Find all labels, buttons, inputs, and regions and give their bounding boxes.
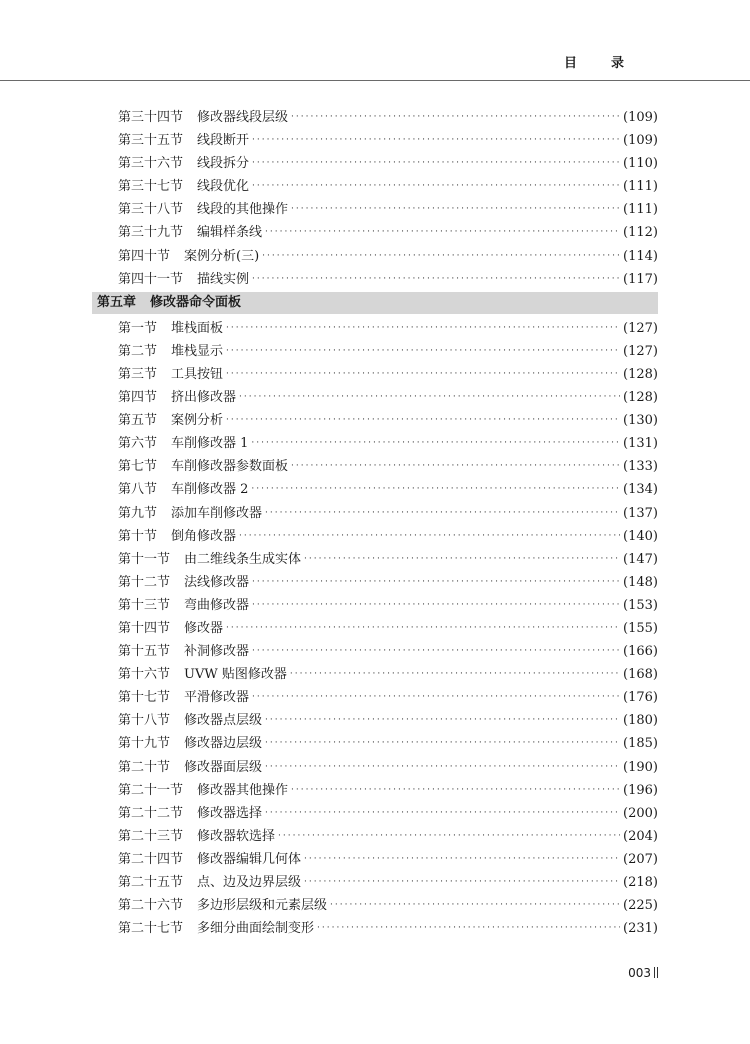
toc-page-number: (140) xyxy=(623,528,658,544)
toc-page-number: (127) xyxy=(623,320,658,336)
toc-dot-leader xyxy=(278,825,620,848)
toc-section-number: 第十五节 xyxy=(118,644,171,660)
toc-dot-leader xyxy=(252,268,620,291)
toc-dot-leader xyxy=(304,548,620,571)
toc-section-number: 第二十节 xyxy=(118,759,171,775)
toc-section-number: 第十六节 xyxy=(118,667,171,683)
toc-page-number: (225) xyxy=(623,898,658,914)
chapter-title: 修改器命令面板 xyxy=(150,294,242,310)
toc-page-number: (155) xyxy=(623,620,658,636)
toc-section-number: 第二十三节 xyxy=(118,828,184,844)
toc-entry-title: 修改器 xyxy=(184,620,224,636)
toc-entries-after xyxy=(0,317,750,941)
toc-entry-title: 修改器线段层级 xyxy=(197,110,289,125)
toc-page-number: (133) xyxy=(623,459,658,475)
toc-entry[interactable] xyxy=(0,848,750,871)
toc-entry-title: 由二维线条生成实体 xyxy=(184,551,302,567)
toc-page-number: (166) xyxy=(623,644,658,660)
toc-entry-title: 案例分析 xyxy=(171,413,224,429)
toc-section-number: 第四节 xyxy=(118,390,158,406)
toc-section-number: 第三十九节 xyxy=(118,225,184,241)
toc-section-number: 第三十八节 xyxy=(118,202,184,218)
toc-dot-leader xyxy=(226,363,620,386)
toc-dot-leader xyxy=(252,594,620,617)
toc-page-number: (134) xyxy=(623,482,658,498)
toc-section-number: 第三十六节 xyxy=(118,156,184,172)
toc-entry[interactable] xyxy=(0,502,750,525)
toc-page-number: (110) xyxy=(623,156,658,172)
toc-entry[interactable] xyxy=(0,594,750,617)
toc-entry[interactable] xyxy=(0,340,750,363)
toc-entry-title: 修改器编辑几何体 xyxy=(197,851,302,867)
toc-entry[interactable] xyxy=(0,802,750,825)
toc-entry[interactable] xyxy=(0,129,750,152)
toc-entry[interactable] xyxy=(0,175,750,198)
toc-entry[interactable] xyxy=(0,894,750,917)
toc-entry-title: 线段优化 xyxy=(197,179,250,195)
toc-dot-leader xyxy=(252,640,620,663)
toc-page-number: (153) xyxy=(623,597,658,613)
toc-entry-title: 挤出修改器 xyxy=(171,390,237,406)
toc-page-number: (109) xyxy=(623,133,658,149)
toc-dot-leader xyxy=(226,409,620,432)
toc-entry-title: 修改器面层级 xyxy=(184,759,263,775)
toc-entry-title: 线段的其他操作 xyxy=(197,202,289,218)
toc-page-number: (168) xyxy=(623,667,658,683)
toc-section-number: 第二十二节 xyxy=(118,805,184,821)
toc-page-number: (131) xyxy=(623,436,658,452)
toc-dot-leader xyxy=(265,221,620,244)
toc-dot-leader xyxy=(226,617,620,640)
toc-dot-leader xyxy=(330,894,620,917)
toc-page-number: (130) xyxy=(623,413,658,429)
toc-entry[interactable] xyxy=(0,478,750,501)
toc-page-number: (196) xyxy=(623,782,658,798)
toc-dot-leader xyxy=(291,106,620,129)
toc-dot-leader xyxy=(265,709,620,732)
toc-page-number: (111) xyxy=(623,202,658,218)
toc-entry[interactable] xyxy=(0,363,750,386)
toc-entry-title: 法线修改器 xyxy=(184,574,250,590)
toc-dot-leader xyxy=(251,432,620,455)
toc-section-number: 第五节 xyxy=(118,413,158,429)
toc-entry-title: UVW 贴图修改器 xyxy=(184,667,287,683)
toc-entries-before xyxy=(0,106,750,291)
toc-entry[interactable] xyxy=(0,617,750,640)
toc-dot-leader xyxy=(239,386,620,409)
toc-entry[interactable] xyxy=(0,198,750,221)
toc-entry-title: 倒角修改器 xyxy=(171,528,237,544)
toc-dot-leader xyxy=(265,802,620,825)
toc-entry[interactable] xyxy=(0,686,750,709)
toc-dot-leader xyxy=(290,663,620,686)
toc-entry-title: 弯曲修改器 xyxy=(184,597,250,613)
toc-entry-title: 修改器点层级 xyxy=(184,713,263,729)
toc-entry-title: 多边形层级和元素层级 xyxy=(197,898,328,914)
toc-dot-leader xyxy=(265,732,620,755)
toc-section-number: 第十七节 xyxy=(118,690,171,706)
toc-section-number: 第三节 xyxy=(118,366,158,382)
toc-dot-leader xyxy=(304,848,620,871)
toc-entry[interactable] xyxy=(0,386,750,409)
toc-page-number: (148) xyxy=(623,574,658,590)
toc-page-number: (180) xyxy=(623,713,658,729)
toc-entry[interactable] xyxy=(0,640,750,663)
toc-dot-leader xyxy=(239,525,620,548)
toc-entry[interactable] xyxy=(0,106,750,129)
toc-dot-leader xyxy=(252,152,620,175)
toc-entry-title: 修改器其他操作 xyxy=(197,782,289,798)
toc-section-number: 第二十七节 xyxy=(118,921,184,937)
toc-section-number: 第二十一节 xyxy=(118,782,184,798)
toc-page-number: (231) xyxy=(623,921,658,937)
toc-section-number: 第四十节 xyxy=(118,248,171,264)
toc-entry[interactable] xyxy=(0,317,750,340)
toc-dot-leader xyxy=(252,175,620,198)
toc-entry[interactable] xyxy=(0,917,750,940)
toc-dot-leader xyxy=(291,455,620,478)
toc-entry[interactable] xyxy=(0,663,750,686)
toc-page-number: (114) xyxy=(623,248,658,264)
toc-entry[interactable] xyxy=(0,825,750,848)
toc-section-number: 第十九节 xyxy=(118,736,171,752)
toc-entry-title: 多细分曲面绘制变形 xyxy=(197,921,315,937)
toc-entry-title: 线段断开 xyxy=(197,133,250,149)
page-marker-icon xyxy=(654,967,658,978)
toc-section-number: 第十四节 xyxy=(118,620,171,636)
toc-section-number: 第十一节 xyxy=(118,551,171,567)
toc-entry-title: 平滑修改器 xyxy=(184,690,250,706)
toc-section-number: 第六节 xyxy=(118,436,158,452)
toc-page-number: (117) xyxy=(623,271,658,287)
toc-section-number: 第二节 xyxy=(118,343,158,359)
toc-dot-leader xyxy=(291,198,620,221)
toc-entry-title: 编辑样条线 xyxy=(197,225,263,241)
toc-section-number: 第一节 xyxy=(118,320,158,336)
toc-entry-title: 修改器软选择 xyxy=(197,828,276,844)
toc-page-number: (190) xyxy=(623,759,658,775)
toc-dot-leader xyxy=(265,502,620,525)
toc-entry[interactable] xyxy=(0,756,750,779)
toc-entry[interactable] xyxy=(0,525,750,548)
toc-dot-leader xyxy=(317,917,620,940)
header-title: 目录 xyxy=(563,56,658,71)
toc-page-number: (128) xyxy=(623,390,658,406)
toc-entry[interactable] xyxy=(0,548,750,571)
toc-entry-title: 线段拆分 xyxy=(197,156,250,172)
toc-dot-leader xyxy=(262,245,620,268)
toc-entry[interactable] xyxy=(0,779,750,802)
toc-section-number: 第十八节 xyxy=(118,713,171,729)
toc-entry[interactable] xyxy=(0,455,750,478)
toc-dot-leader xyxy=(252,686,620,709)
toc-entry[interactable] xyxy=(0,871,750,894)
toc-entry-title: 案例分析(三) xyxy=(184,248,260,264)
toc-section-number: 第七节 xyxy=(118,459,158,475)
toc-section-number: 第十二节 xyxy=(118,574,171,590)
toc-dot-leader xyxy=(252,129,620,152)
toc-entry-title: 添加车削修改器 xyxy=(171,505,263,521)
toc-page-number: (185) xyxy=(623,736,658,752)
toc-entry[interactable] xyxy=(0,409,750,432)
toc-page-number: (207) xyxy=(623,851,658,867)
toc-page-number: (204) xyxy=(623,828,658,844)
toc-section-number: 第二十六节 xyxy=(118,898,184,914)
toc-entry[interactable] xyxy=(0,245,750,268)
toc-entry[interactable] xyxy=(0,221,750,244)
toc-entry[interactable] xyxy=(0,268,750,291)
toc-entry-title: 修改器边层级 xyxy=(184,736,263,752)
toc-entry[interactable] xyxy=(0,571,750,594)
toc-dot-leader xyxy=(226,317,620,340)
toc-entry-title: 修改器选择 xyxy=(197,805,263,821)
toc-entry-title: 点、边及边界层级 xyxy=(197,875,302,890)
page-number-text: 003 xyxy=(628,966,651,980)
toc-page-number: (176) xyxy=(623,690,658,706)
toc-dot-leader xyxy=(226,340,620,363)
chapter-heading xyxy=(92,292,658,314)
toc-entry-title: 堆栈显示 xyxy=(171,343,224,359)
toc-entry[interactable] xyxy=(0,152,750,175)
toc-section-number: 第八节 xyxy=(118,482,158,498)
page-header xyxy=(0,0,750,81)
toc-entry[interactable] xyxy=(0,732,750,755)
toc-dot-leader xyxy=(304,871,620,894)
toc-dot-leader xyxy=(291,779,620,802)
toc-section-number: 第九节 xyxy=(118,505,158,521)
toc-section-number: 第十三节 xyxy=(118,597,171,613)
toc-entry-title: 补洞修改器 xyxy=(184,644,250,660)
page-number xyxy=(628,966,658,980)
toc-page-number: (109) xyxy=(623,110,658,125)
toc-entry-title: 描线实例 xyxy=(197,271,250,287)
toc-section-number: 第二十五节 xyxy=(118,875,184,890)
toc-entry-title: 车削修改器 2 xyxy=(171,482,249,498)
toc-page-number: (128) xyxy=(623,366,658,382)
toc-entry-title: 堆栈面板 xyxy=(171,320,224,336)
toc-dot-leader xyxy=(251,478,620,501)
toc-section-number: 第二十四节 xyxy=(118,851,184,867)
toc-page-number: (200) xyxy=(623,805,658,821)
toc-page-number: (127) xyxy=(623,343,658,359)
toc-dot-leader xyxy=(265,756,620,779)
toc-page-number: (218) xyxy=(623,875,658,890)
toc-section-number: 第三十五节 xyxy=(118,133,184,149)
toc-entry-title: 车削修改器参数面板 xyxy=(171,459,289,475)
toc-page-number: (112) xyxy=(623,225,658,241)
toc-section-number: 第十节 xyxy=(118,528,158,544)
toc-entry[interactable] xyxy=(0,709,750,732)
toc-entry[interactable] xyxy=(0,432,750,455)
toc-section-number: 第三十四节 xyxy=(118,110,184,125)
toc-page-number: (137) xyxy=(623,505,658,521)
toc-page-number: (111) xyxy=(623,179,658,195)
toc-entry-title: 车削修改器 1 xyxy=(171,436,249,452)
table-of-contents xyxy=(0,106,750,940)
toc-entry-title: 工具按钮 xyxy=(171,366,224,382)
toc-section-number: 第三十七节 xyxy=(118,179,184,195)
toc-dot-leader xyxy=(252,571,620,594)
chapter-number: 第五章 xyxy=(97,294,137,310)
toc-section-number: 第四十一节 xyxy=(118,271,184,287)
toc-page-number: (147) xyxy=(623,551,658,567)
